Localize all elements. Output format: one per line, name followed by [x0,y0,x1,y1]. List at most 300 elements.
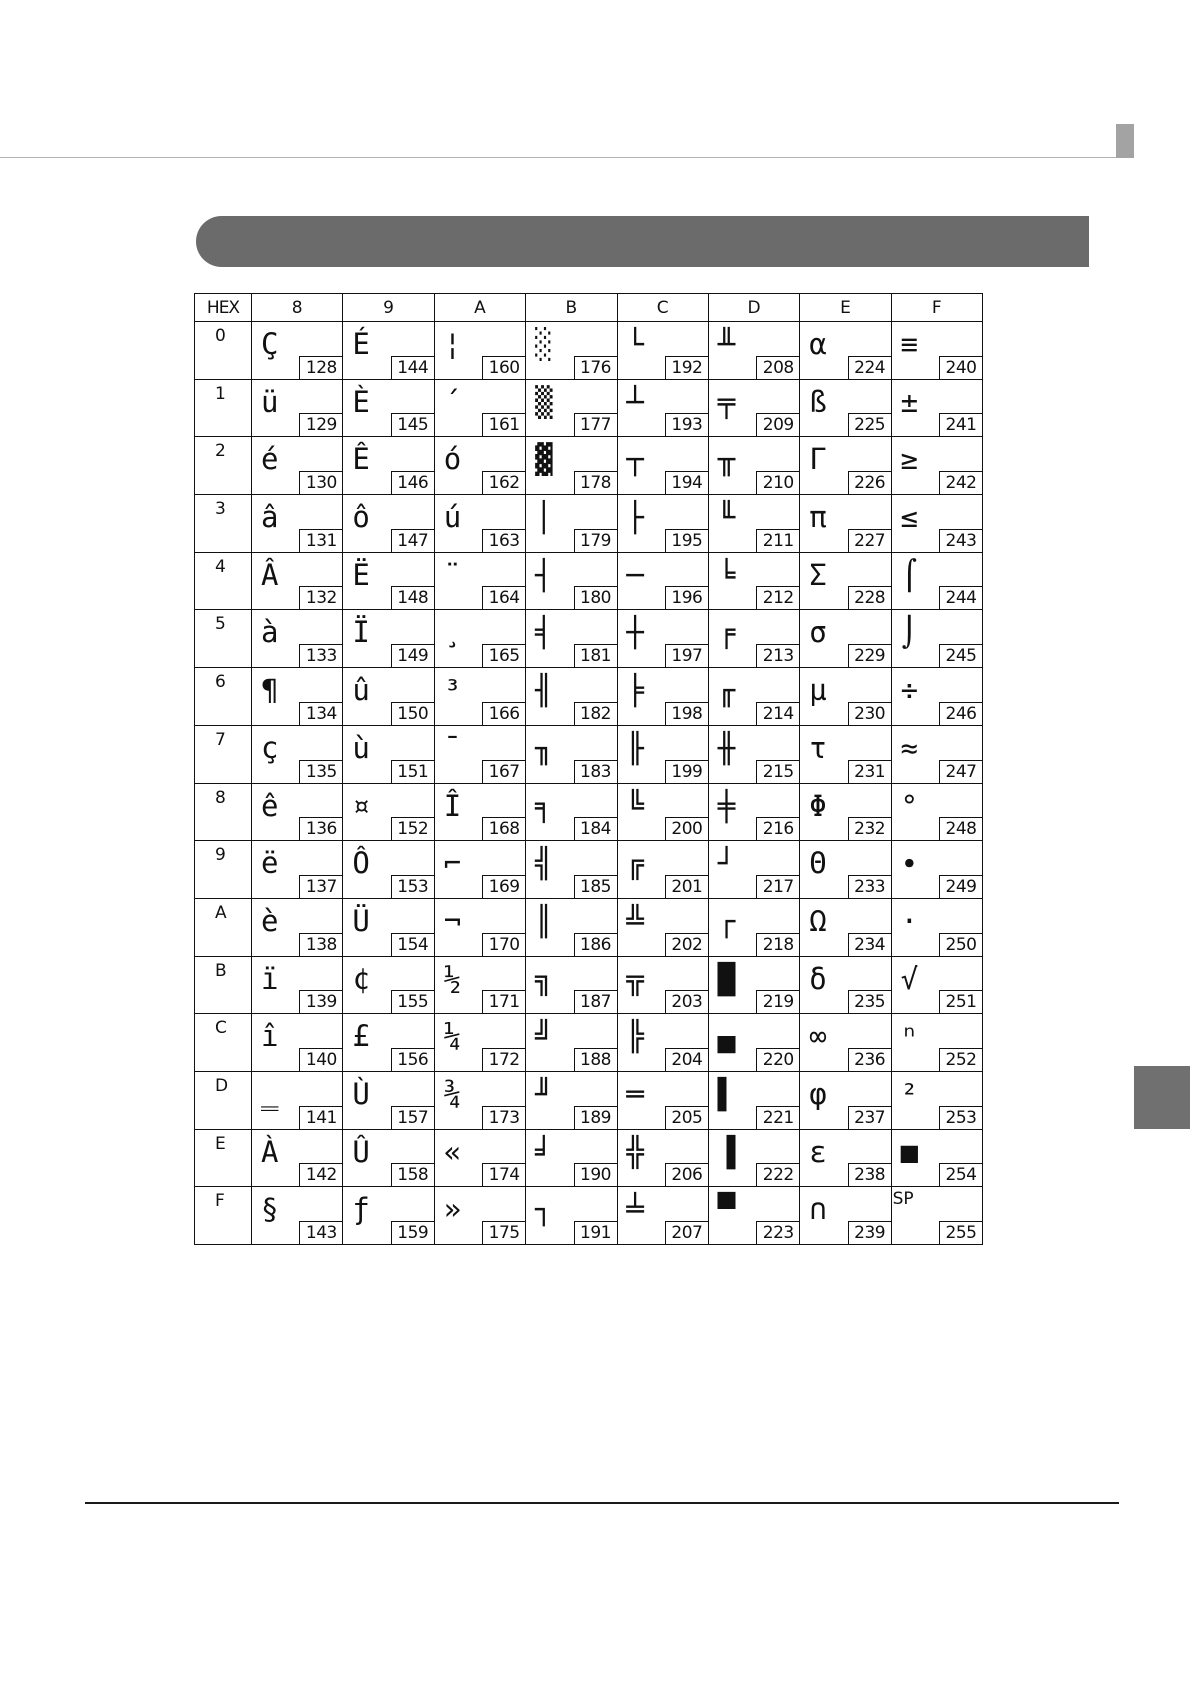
char-glyph: ┤ [535,557,553,592]
char-cell [800,495,891,553]
char-glyph: Θ [809,846,827,881]
char-cell [343,1014,434,1072]
char-cell [526,668,617,726]
char-decimal-code: 243 [939,529,983,553]
char-decimal-code: 181 [574,644,618,668]
row-label: 3 [195,495,252,553]
char-glyph: ½ [443,961,462,996]
char-glyph: ╧ [626,1192,644,1227]
char-decimal-code: 190 [574,1163,618,1187]
char-cell [617,668,708,726]
row-label: E [195,1129,252,1187]
row-label: D [195,1071,252,1129]
char-decimal-code: 137 [299,875,343,899]
char-glyph: SP [892,1189,914,1210]
char-decimal-code: 200 [665,817,709,841]
char-cell [526,1187,617,1245]
char-cell [800,956,891,1014]
char-decimal-code: 222 [756,1163,800,1187]
char-glyph: ╥ [717,442,736,477]
char-decimal-code: 229 [848,644,892,668]
char-decimal-code: 216 [756,817,800,841]
char-cell [343,783,434,841]
char-glyph: ≡ [900,327,919,361]
char-cell [891,1014,982,1072]
char-glyph: ‗ [261,1076,279,1111]
char-glyph: ƒ [352,1192,370,1227]
char-glyph: │ [535,500,553,535]
char-cell [434,1071,525,1129]
char-cell [891,322,982,380]
char-decimal-code: 231 [848,760,892,784]
table-row [195,783,983,841]
char-glyph: à [261,615,279,650]
char-glyph: ╜ [535,1076,553,1111]
char-decimal-code: 145 [391,413,435,437]
column-header: 9 [343,294,434,322]
char-cell [617,841,708,899]
char-decimal-code: 186 [574,933,618,957]
char-cell [617,1129,708,1187]
char-glyph: Û [352,1134,370,1169]
char-decimal-code: 185 [574,875,618,899]
char-decimal-code: 195 [665,529,709,553]
char-cell [891,725,982,783]
char-decimal-code: 234 [848,933,892,957]
char-decimal-code: 215 [756,760,800,784]
char-cell [526,725,617,783]
char-glyph: Γ [809,442,827,477]
char-cell [434,841,525,899]
char-decimal-code: 135 [299,760,343,784]
char-decimal-code: 128 [299,356,343,380]
char-glyph: ▄ [717,1019,736,1054]
column-header: E [800,294,891,322]
char-decimal-code: 157 [391,1106,435,1130]
char-glyph: ▀ [717,1192,736,1227]
char-decimal-code: 191 [574,1221,618,1245]
char-cell [434,1129,525,1187]
char-glyph: ▐ [717,1134,736,1169]
char-decimal-code: 194 [665,471,709,495]
char-glyph: ¼ [443,1019,462,1054]
row-label: 8 [195,783,252,841]
table-row [195,725,983,783]
char-decimal-code: 176 [574,356,618,380]
char-cell [526,841,617,899]
char-cell [891,783,982,841]
column-header: D [708,294,799,322]
char-cell [343,956,434,1014]
char-glyph: ¬ [443,903,462,938]
char-decimal-code: 172 [482,1048,526,1072]
char-cell [252,1129,343,1187]
char-decimal-code: 183 [574,760,618,784]
char-decimal-code: 159 [391,1221,435,1245]
char-glyph: ╬ [626,1134,644,1169]
char-glyph: Î [443,788,462,823]
char-cell [434,898,525,956]
char-decimal-code: 210 [756,471,800,495]
char-glyph: ┐ [535,1192,553,1227]
table-row [195,379,983,437]
char-glyph: ╙ [717,500,736,535]
char-cell [617,1014,708,1072]
char-decimal-code: 244 [939,586,983,610]
char-glyph: ´ [443,384,462,419]
char-glyph: ╤ [717,384,736,419]
char-decimal-code: 170 [482,933,526,957]
char-cell [526,610,617,668]
char-glyph: Ô [352,846,370,881]
char-cell [891,1129,982,1187]
char-decimal-code: 187 [574,990,618,1014]
row-label: A [195,898,252,956]
char-decimal-code: 139 [299,990,343,1014]
char-decimal-code: 218 [756,933,800,957]
char-decimal-code: 253 [939,1106,983,1130]
char-decimal-code: 175 [482,1221,526,1245]
char-cell [708,1071,799,1129]
char-glyph: è [261,903,279,938]
char-glyph: î [261,1019,279,1054]
char-cell [617,783,708,841]
char-decimal-code: 158 [391,1163,435,1187]
char-glyph: Ç [261,327,279,361]
char-decimal-code: 184 [574,817,618,841]
char-glyph: ╕ [535,788,553,823]
row-label: 1 [195,379,252,437]
char-cell [343,668,434,726]
char-glyph: Ü [352,903,370,938]
char-cell [252,552,343,610]
char-glyph: δ [809,961,827,996]
char-cell [708,1014,799,1072]
char-glyph: ╞ [626,673,644,708]
char-glyph: ╢ [535,673,553,708]
char-cell [800,610,891,668]
char-cell [343,322,434,380]
char-glyph: ╩ [626,903,644,938]
char-glyph: » [443,1192,462,1227]
char-decimal-code: 235 [848,990,892,1014]
char-decimal-code: 202 [665,933,709,957]
char-decimal-code: 245 [939,644,983,668]
char-cell [343,1187,434,1245]
char-cell [343,495,434,553]
char-cell [800,668,891,726]
char-decimal-code: 155 [391,990,435,1014]
char-decimal-code: 240 [939,356,983,380]
char-cell [891,437,982,495]
char-glyph: ³ [443,673,462,708]
char-glyph: ⁿ [900,1019,919,1054]
char-glyph: ß [809,384,827,419]
char-cell [526,898,617,956]
char-cell [434,552,525,610]
char-cell [343,379,434,437]
char-glyph: ² [900,1076,919,1111]
row-label: 4 [195,552,252,610]
char-decimal-code: 228 [848,586,892,610]
char-glyph: ┼ [626,615,644,650]
char-glyph: ∩ [809,1192,827,1227]
char-decimal-code: 227 [848,529,892,553]
char-cell [800,725,891,783]
char-glyph: ¶ [261,673,279,708]
char-cell [343,898,434,956]
char-decimal-code: 146 [391,471,435,495]
header-corner-tab [1116,124,1134,158]
char-decimal-code: 208 [756,356,800,380]
char-cell [800,379,891,437]
char-glyph: ╪ [717,788,736,823]
char-cell [708,725,799,783]
char-glyph: ╖ [535,730,553,765]
row-label: 0 [195,322,252,380]
char-cell [708,1187,799,1245]
char-decimal-code: 226 [848,471,892,495]
char-cell [434,437,525,495]
char-decimal-code: 189 [574,1106,618,1130]
char-decimal-code: 148 [391,586,435,610]
char-decimal-code: 138 [299,933,343,957]
char-glyph: ¾ [443,1076,462,1111]
char-glyph: √ [900,961,919,996]
char-cell [708,898,799,956]
char-glyph: ú [443,500,462,535]
char-cell [434,495,525,553]
char-glyph: ░ [535,327,553,361]
char-cell [891,898,982,956]
row-label: B [195,956,252,1014]
char-decimal-code: 192 [665,356,709,380]
char-cell [708,783,799,841]
char-cell [252,1071,343,1129]
column-header: F [891,294,982,322]
table-row [195,552,983,610]
char-cell [800,322,891,380]
row-label: 7 [195,725,252,783]
char-cell [526,437,617,495]
char-decimal-code: 133 [299,644,343,668]
char-glyph: ▒ [535,384,553,419]
char-decimal-code: 174 [482,1163,526,1187]
char-cell [891,1187,982,1245]
char-decimal-code: 196 [665,586,709,610]
char-cell [434,1014,525,1072]
row-label: 9 [195,841,252,899]
char-cell [708,668,799,726]
char-cell [708,841,799,899]
char-glyph: ê [261,788,279,823]
char-cell [526,1129,617,1187]
char-glyph: § [261,1192,279,1227]
char-cell [617,1071,708,1129]
char-cell [617,725,708,783]
char-decimal-code: 219 [756,990,800,1014]
char-glyph: ■ [900,1134,919,1169]
char-glyph: ▓ [535,442,553,477]
char-glyph: ¸ [443,615,462,650]
char-decimal-code: 165 [482,644,526,668]
char-glyph: é [261,442,279,477]
char-cell [891,495,982,553]
char-cell [708,437,799,495]
char-glyph: ├ [626,500,644,535]
char-glyph: « [443,1134,462,1169]
char-cell [617,495,708,553]
char-decimal-code: 154 [391,933,435,957]
char-decimal-code: 179 [574,529,618,553]
char-cell [708,610,799,668]
char-cell [617,1187,708,1245]
char-decimal-code: 182 [574,702,618,726]
char-decimal-code: 230 [848,702,892,726]
char-decimal-code: 160 [482,356,526,380]
char-glyph: À [261,1134,279,1169]
char-glyph: ⌡ [900,615,919,650]
char-cell [708,956,799,1014]
char-glyph: £ [352,1019,370,1054]
char-decimal-code: 205 [665,1106,709,1130]
char-decimal-code: 177 [574,413,618,437]
table-row [195,956,983,1014]
char-glyph: ¢ [352,961,370,996]
char-cell [343,610,434,668]
char-decimal-code: 156 [391,1048,435,1072]
char-glyph: π [809,500,827,535]
char-decimal-code: 167 [482,760,526,784]
char-glyph: Φ [809,788,827,823]
char-decimal-code: 169 [482,875,526,899]
char-glyph: ┌ [717,903,736,938]
char-decimal-code: 255 [939,1221,983,1245]
char-glyph: ¯ [443,730,462,765]
char-glyph: ù [352,730,370,765]
column-header: B [526,294,617,322]
char-glyph: Ê [352,442,370,477]
char-decimal-code: 173 [482,1106,526,1130]
char-cell [434,956,525,1014]
char-cell [617,322,708,380]
char-glyph: ║ [535,903,553,938]
char-decimal-code: 163 [482,529,526,553]
char-cell [252,725,343,783]
char-decimal-code: 168 [482,817,526,841]
char-glyph: ═ [626,1076,644,1111]
char-glyph: ô [352,500,370,535]
footer-rule [85,1502,1119,1504]
char-glyph: ╫ [717,730,736,765]
table-row [195,1187,983,1245]
char-decimal-code: 221 [756,1106,800,1130]
char-cell [526,552,617,610]
char-cell [343,1071,434,1129]
char-glyph: ∙ [900,846,919,881]
char-decimal-code: 247 [939,760,983,784]
char-cell [617,437,708,495]
char-glyph: ╗ [535,961,553,996]
char-glyph: ╔ [626,846,644,881]
char-decimal-code: 151 [391,760,435,784]
char-cell [526,495,617,553]
chapter-side-tab [1134,1066,1190,1129]
char-decimal-code: 188 [574,1048,618,1072]
char-glyph: σ [809,615,827,650]
char-glyph: ╦ [626,961,644,996]
char-decimal-code: 131 [299,529,343,553]
char-cell [434,610,525,668]
char-glyph: ▌ [717,1076,736,1111]
char-cell [252,898,343,956]
char-decimal-code: 134 [299,702,343,726]
char-cell [891,379,982,437]
char-cell [252,379,343,437]
char-decimal-code: 241 [939,413,983,437]
char-cell [343,552,434,610]
char-cell [617,610,708,668]
char-cell [252,610,343,668]
char-decimal-code: 254 [939,1163,983,1187]
char-cell [252,437,343,495]
char-glyph: ┴ [626,384,644,419]
char-cell [891,610,982,668]
char-cell [800,783,891,841]
char-decimal-code: 213 [756,644,800,668]
char-cell [434,783,525,841]
char-decimal-code: 203 [665,990,709,1014]
char-decimal-code: 232 [848,817,892,841]
char-decimal-code: 201 [665,875,709,899]
char-decimal-code: 140 [299,1048,343,1072]
char-glyph: È [352,384,370,419]
char-cell [252,668,343,726]
char-cell [617,956,708,1014]
char-cell [617,898,708,956]
char-glyph: ╓ [717,673,736,708]
char-decimal-code: 209 [756,413,800,437]
char-cell [526,322,617,380]
char-cell [891,841,982,899]
table-row [195,898,983,956]
table-row [195,495,983,553]
char-decimal-code: 236 [848,1048,892,1072]
char-decimal-code: 136 [299,817,343,841]
char-decimal-code: 224 [848,356,892,380]
char-glyph: Ë [352,557,370,592]
char-cell [252,322,343,380]
char-cell [343,1129,434,1187]
char-glyph: ─ [626,557,644,592]
char-cell [526,1014,617,1072]
char-cell [434,668,525,726]
char-cell [708,379,799,437]
char-glyph: ≤ [900,500,919,535]
char-glyph: α [809,327,827,361]
char-glyph: ≥ [900,442,919,477]
char-glyph: ç [261,730,279,765]
char-decimal-code: 152 [391,817,435,841]
char-glyph: ∞ [809,1019,827,1054]
char-cell [800,552,891,610]
char-cell [343,437,434,495]
char-decimal-code: 217 [756,875,800,899]
table-row [195,437,983,495]
char-glyph: Ù [352,1076,370,1111]
char-cell [708,1129,799,1187]
section-title-bar [196,216,1089,267]
